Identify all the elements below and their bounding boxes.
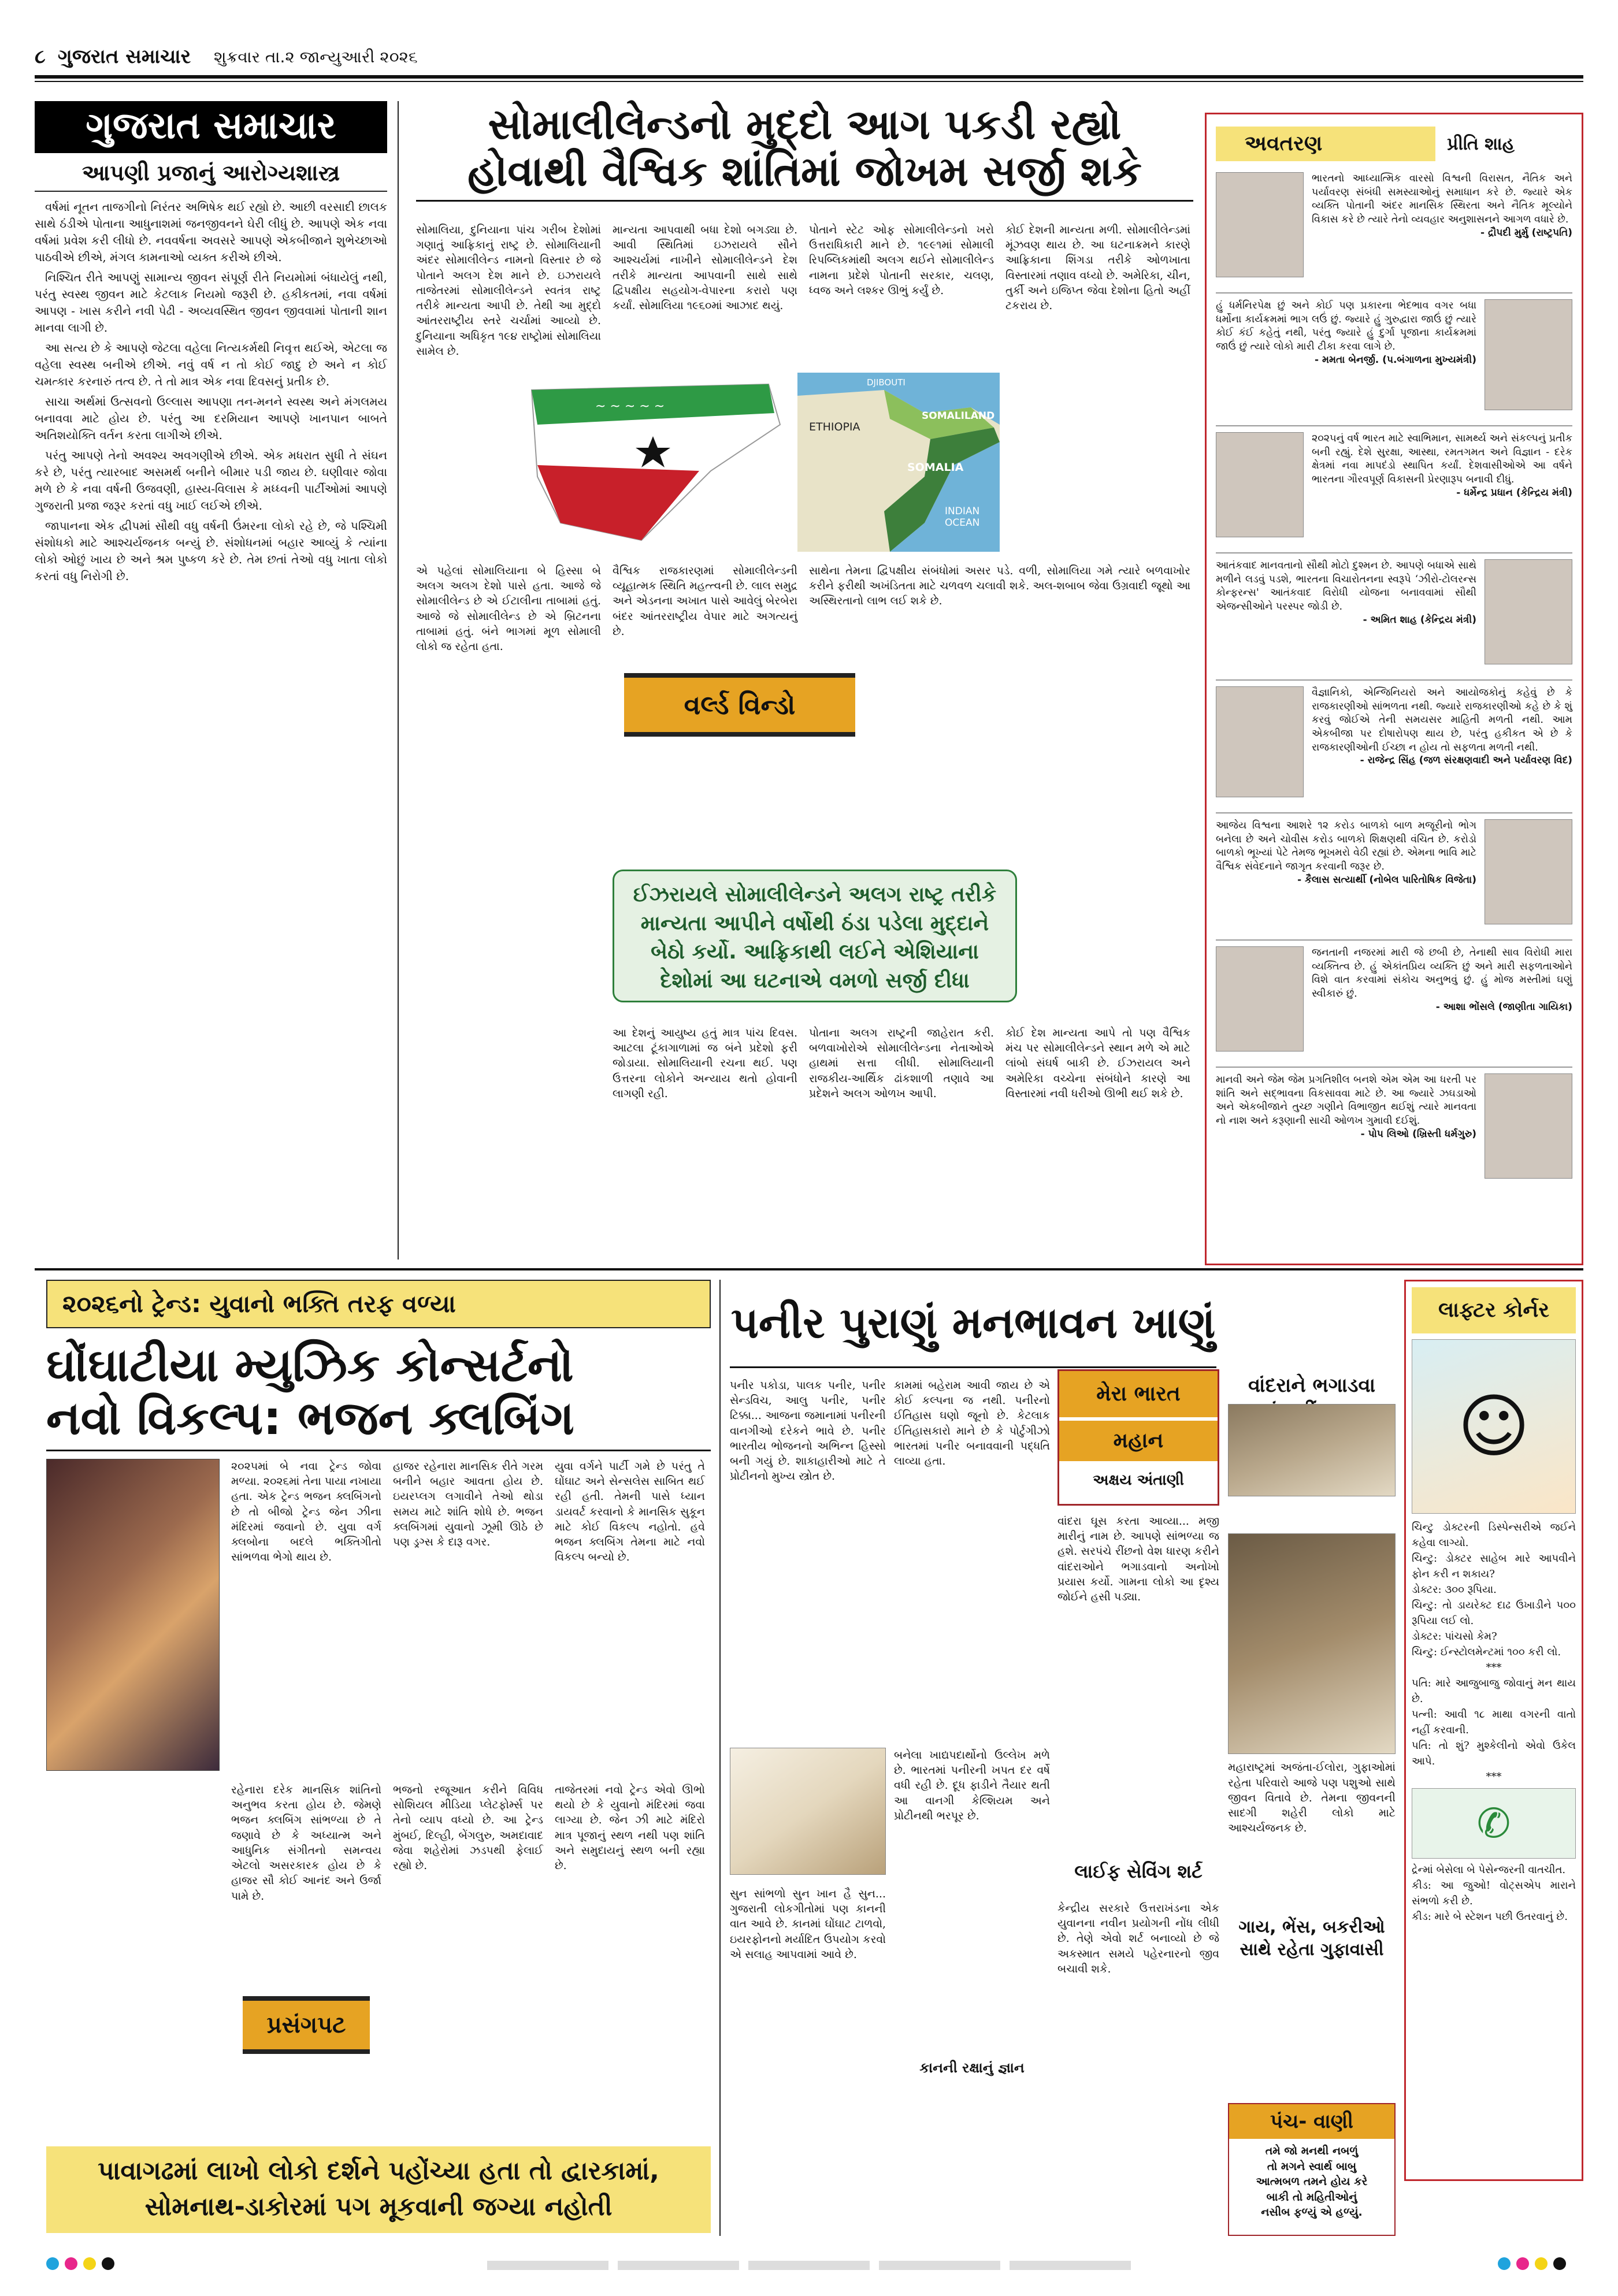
avtaran-author: પ્રીતિ શાહ: [1447, 133, 1515, 154]
quote-text: હું ધર્મનિરપેક્ષ છું અને કોઈ પણ પ્રકારના ભેદભાવ વગર બધા ધર્મોના કાર્યક્રમમાં ભાગ લઉં છું. જ્યારે હું ગુરુદ્વારા જાઉં છું ત્યારે કોઈ કંઈ કહેતું નથી, પરંતુ જ્યારે હું દુર્ગા પૂજાના કાર્યક્રમમાં જાઉં છું ત્યારે લોકો મારી ટીકા કરવા લાગે છે.: [1216, 300, 1476, 352]
print-registration-bar: [46, 2256, 1572, 2273]
editorial-paragraph: નિશ્ચિત રીતે આપણું સામાન્ય જીવન સંપૂર્ણ રીતે નિયમોમાં બંધાયેલું નથી, પરંતુ સ્વસ્થ જીવન માટે કેટલાક નિયમો જરૂરી છે. હકીકતમાં, નવા વર્ષમાં આપણ - ખાસ કરીને નવી પેઢી - અવ્યવસ્થિત જીવન જીવવામાં પોતાની શાન માનવા લાગી છે.: [35, 270, 387, 335]
portrait-photo: [1485, 819, 1572, 924]
panch-vani-verse: [1229, 2139, 1394, 2220]
quote-by: - દ્રૌપદી મુર્મુ (રાષ્ટ્રપતિ): [1480, 226, 1572, 239]
joke-line: ડોક્ટર: પાંચસો કેમ?: [1412, 1630, 1497, 1643]
main-col-1b: [416, 378, 520, 546]
avtaran-title: અવતરણ: [1216, 127, 1435, 161]
map-label-indian: INDIAN: [945, 506, 980, 517]
bhajan-lower-col-1: રહેનારા દરેક માનસિક શાંતિનો અનુભવ કરતા હોય છે. જેમણે ભજન ક્લબિંગ સાંભળ્યા છે તે જણાવે છે કે અધ્યાત્મ અને આધુનિક સંગીતનો સમન્વય એટલો અસરકારક હોય છે કે હાજર સૌ કોઈ આનંદ અને ઉર્જા પામે છે.: [231, 1784, 381, 1903]
magenta-dot: [1516, 2257, 1529, 2270]
brand-name: ગુજરાત સમાચાર: [58, 45, 191, 68]
panch-vani-box: [1228, 2103, 1396, 2236]
paneer-subhead: કાનની રક્ષાનું જ્ઞાન: [919, 2060, 1025, 2076]
main-col-1: સોમાલિયા, દુનિયાના પાંચ ગરીબ દેશોમાં ગણાતું આફ્રિકાનું રાષ્ટ્ર છે. સોમાલિયાની અંદર સોમાલીલેન્ડ નામનો વિસ્તાર છે જે પોતાને અલગ દેશ માને છે. ઇઝરાયલે તાજેતરમાં સોમાલીલેન્ડને સ્વતંત્ર રાષ્ટ્ર તરીકે માન્યતા આપી છે. તેથી આ મુદ્દો આંતરરાષ્ટ્રીય સ્તરે ચર્ચામાં આવ્યો છે. દુનિયાના અધિકૃત ૧૯૪ રાષ્ટ્રોમાં સોમાલિયા સામેલ છે.: [416, 224, 601, 358]
editorial-masthead: ગુજરાત સમાચાર: [35, 101, 387, 153]
mera-bharat-line2: મહાન: [1059, 1421, 1218, 1461]
quote-by: - આશા ભોંસલે (જાણીતા ગાયિકા): [1435, 1001, 1572, 1013]
portrait-photo: [1485, 1073, 1572, 1179]
quote-text: આતંકવાદ માનવતાનો સૌથી મોટો દુશ્મન છે. આપણે બધાએ સાથે મળીને લડવું પડશે, ભારતના વિચારોતનના સ્વરૂપે ‘ઝીરો-ટોલરન્સ કોન્ફરન્સ' આતંકવાદ વિરોધી યોજના બનાવવામાં સૌથી એજન્સીઓને પરસ્પર જોડી છે.: [1216, 560, 1476, 612]
bhajan-bottom-headline-line2: સોમનાથ-ડાકોરમાં પગ મૂકવાની જગ્યા નહોતી: [144, 2191, 613, 2221]
paneer-lower-col: સુન સાંભળો સુન ખાન હૈ સુન... ગુજરાતી લોકગીતોમાં પણ કાનની વાત આવે છે. કાનમાં ઘોંઘાટ ટાળવો, ઇયરફોનનો મર્યાદિત ઉપયોગ કરવો એ સલાહ આપવામાં આવે છે.: [730, 1888, 886, 1961]
bhajan-lower-col-3: તાજેતરમાં નવો ટ્રેન્ડ એવો ઊભો થયો છે કે યુવાનો મંદિરમાં જવા લાગ્યા છે. જેન ઝી માટે મંદિરો માત્ર પૂજાનું સ્થળ નથી પણ શાંતિ અને સમુદાયનું સ્થળ બની રહ્યા છે.: [555, 1784, 705, 1873]
prasangpat-badge: પ્રસંગપટ: [243, 1996, 370, 2054]
verse-line: આત્મબળ તમને હોય કરે: [1256, 2175, 1368, 2189]
joke-line: ચિન્ટુ: ઈન્સ્ટોલમેન્ટમાં ૧૦૦ કરી લો.: [1412, 1646, 1561, 1658]
portrait-photo: [1216, 172, 1304, 277]
quote-by: - અમિત શાહ (કેન્દ્રિય મંત્રી): [1363, 614, 1476, 626]
quote-by: - ધર્મેન્દ્ર પ્રધાન (કેન્દ્રિય મંત્રી): [1456, 486, 1572, 499]
bhajan-headline-line2: નવો વિકલ્પ: ભજન ક્લબિંગ: [46, 1392, 711, 1451]
paneer-col-1: પનીર પકોડા, પાલક પનીર, પનીર સેન્ડવિચ, આલુ પનીર, પનીર ટિક્કા... આજના જમાનામાં પનીરની વાનગીઓ દરેકને ભાવે છે. પનીર ભારતીય ભોજનનો અભિન્ન હિસ્સો બની ગયું છે. શાકાહારીઓ માટે તે પ્રોટીનનો મુખ્ય સ્ત્રોત છે.: [730, 1379, 886, 1483]
main-bottom-col-2: પોતાના અલગ રાષ્ટ્રની જાહેરાત કરી. બળવાખોરોએ સોમાલીલેન્ડના નેતાઓએ હાથમાં સત્તા લીધી. સોમાલિયાની રાજકીય-આર્થિક ઢાંકશાળી તણાવે આ પ્રદેશને અલગ ઓળખ આપી.: [809, 1027, 994, 1100]
main-col-4: કોઈ દેશની માન્યતા મળી. સોમાલીલેન્ડમાં મૂંઝવણ થાય છે. આ ઘટનાક્રમને કારણે આફ્રિકાના શિંગડા તરીકે ઓળખાતા વિસ્તારમાં તણાવ વધ્યો છે. અમેરિકા, ચીન, તુર્કી અને ઇજિપ્ત જેવા દેશોના હિતો અહીં ટકરાય છે.: [1005, 224, 1190, 313]
bhajan-col-3: યુવા વર્ગને પાર્ટી ગમે છે પરંતુ તે ઘોંઘાટ અને સેન્સલેસ સાબિત થઈ રહી હતી. તેમની પાસે ધ્યાન ડાયવર્ટ કરવાનો કે માનસિક સુકૂન માટે કોઈ વિકલ્પ નહોતો. હવે ભજન ક્લબિંગ તેમના માટે નવો વિકલ્પ બન્યો છે.: [555, 1460, 705, 1564]
main-lower-col-3: સાથેના તેમના દ્વિપક્ષીય સંબંધોમાં અસર પડે. વળી, સોમાલિયા ગમે ત્યારે બળવાખોર કરીને ફરીથી અખંડિતતા માટે ચળવળ ચલાવી શકે. અલ-શબાબ જેવા ઉગ્રવાદી જૂથો આ અસ્થિરતાનો લાભ લઈ શકે છે.: [809, 564, 1190, 608]
paneer-photo: [730, 1748, 886, 1875]
black-dot: [102, 2257, 114, 2270]
editorial-paragraph: વર્ષમાં નૂતન તાજગીનો નિરંતર અભિષેક થઈ રહ્યો છે. આછી વરસાદી છાલક સાથે ઠંડીએ પોતાના આધુનાશમાં જનજીવનને ઘેરી લીધું છે. આપણે એક નવા વર્ષમાં પ્રવેશ કરી લીધો છે. નવવર્ષના અવસરે આપણે એકબીજાને શુભેચ્છાઓ પાઠવીએ છીએ, મંગલ કામનાઓ વ્યક્ત કરીએ છીએ.: [35, 200, 387, 264]
bhajan-headline-line1: ઘોંઘાટીયા મ્યુઝિક કોન્સર્ટનો: [46, 1338, 574, 1392]
portrait-photo: [1485, 299, 1572, 410]
map-label-somaliland: SOMALILAND: [922, 410, 995, 422]
cyan-dot: [46, 2257, 59, 2270]
yellow-dot: [83, 2257, 96, 2270]
mera-bharat-story1-lead: વાંદરા ઘૂસ કરતા આવ્યા... મજી મારીનું નામ છે. આપણે સાંભળ્યા જ હશે. સરપંચે રીંછનો વેશ ધારણ કરીને વાંદરાઓને ભગાડવાનો અનોખો પ્રયાસ કર્યો. ગામના લોકો આ દૃશ્ય જોઈને હસી પડ્યા.: [1057, 1515, 1219, 1604]
joke-separator: ***: [1486, 1771, 1502, 1783]
bear-sarpanch-photo: [1228, 1533, 1396, 1754]
quote-text: ભારતનો આધ્યાત્મિક વારસો વિશ્વની વિરાસત, નૈતિક અને પર્યાવરણ સંબંધી સમસ્યાઓનું સમાધાન કરે છે. જ્યારે એક વ્યક્તિ પોતાની અંદર માનસિક સ્થિરતા અને નૈતિક મૂલ્યોને વિકાસ કરે છે ત્યારે તેનો વ્યવહાર અનુશાસનને આગળ વધારે છે.: [1312, 173, 1572, 225]
map-label-djibouti: DJIBOUTI: [867, 377, 906, 388]
map-label-somalia: SOMALIA: [907, 461, 964, 474]
portrait-photo: [1216, 432, 1304, 537]
editorial-body: [35, 199, 387, 585]
bhajan-bottom-banner: [46, 2146, 711, 2233]
joke-line: કીડ: આ જુઓ! વોટ્સએપ મારાને સંભળો કરી છે.: [1412, 1879, 1576, 1907]
laughter-jokes: [1412, 1519, 1576, 1925]
joke-line: પતિ: તો શું? મુશ્કેલીનો એવો ઉકેલ આપે.: [1412, 1740, 1576, 1767]
panch-vani-title: પંચ- વાણી: [1229, 2104, 1394, 2139]
main-headline-line2: હોવાથી વૈશ્વિક શાંતિમાં જોખમ સર્જી શકે: [416, 148, 1193, 202]
quote-item: [1216, 432, 1572, 553]
quote-item: [1216, 559, 1572, 681]
quote-item: [1216, 686, 1572, 813]
story1-title-line1: વાંદરાને ભગાડવા: [1248, 1374, 1376, 1397]
joke-line: કીડ: મારે બે સ્ટેશન પછી ઉતરવાનું છે.: [1412, 1911, 1568, 1923]
editorial-column: [35, 101, 399, 1260]
laughter-box: [1404, 1280, 1583, 2181]
bhajan-kicker: ૨૦૨૬નો ટ્રેન્ડ: યુવાનો ભક્તિ તરફ વળ્યા: [46, 1280, 711, 1328]
editorial-title: આપણી પ્રજાનું આરોગ્યશાસ્ત્ર: [35, 160, 387, 192]
header-rule-thin: [35, 81, 1583, 82]
quote-by: - મમતા બેનર્જી. (પ.બંગાળના મુખ્યમંત્રી): [1314, 354, 1476, 366]
bhajan-story: [46, 1280, 711, 2236]
joke-line: ચિન્ટુ: ડોક્ટર સાહેબ મારે આપવીને ફોન કરી ન શકાય?: [1412, 1552, 1576, 1580]
somaliland-flag-map: [526, 373, 786, 552]
bhajan-bottom-headline-line1: પાવાગઢમાં લાખો લોકો દર્શને પહોંચ્યા હતા તો દ્વારકામાં,: [98, 2156, 659, 2186]
joke-line: ચિન્ટુ ડોક્ટરની ડિસ્પેન્સરીએ જઈને કહેવા લાગ્યો.: [1412, 1521, 1576, 1549]
registration-greybars: [483, 2260, 1135, 2271]
quote-by: - રાજેન્દ્ર સિંહ (જળ સંરક્ષણવાદી અને પર્યાવરણ વિદ): [1360, 755, 1572, 767]
quote-item: [1216, 172, 1572, 293]
bhajan-col-1: ૨૦૨૫માં બે નવા ટ્રેન્ડ જોવા મળ્યા. ૨૦૨૬માં તેના પાયા નખાયા હતા. એક ટ્રેન્ડ ભજન ક્લબિંગનો છે તો બીજો ટ્રેન્ડ જેન ઝીના મંદિરમાં જવાનો છે. યુવા વર્ગ ક્લબોના બદલે ભક્તિગીતો સાંભળવા ભેગો થાય છે.: [231, 1460, 381, 1564]
world-window-badge: વર્લ્ડ વિન્ડો: [624, 673, 855, 737]
avtaran-box: [1205, 113, 1583, 1265]
quote-item: [1216, 299, 1572, 426]
map-label-ocean: OCEAN: [945, 517, 980, 529]
quote-text: જનતાની નજરમાં મારી જે છબી છે, તેનાથી સાવ વિરોધી મારા વ્યક્તિત્વ છે. હું એકાંતપ્રિય વ્યક્તિ છું અને મારી સફળતાઓને વિશે વાત કરવામાં સંકોચ અનુભવું છું. હું મોજ મસ્તીમાં ઘણું સ્વીકારું છું.: [1312, 947, 1572, 1000]
quote-item: [1216, 1073, 1572, 1189]
verse-line: નસીબ ફળ્યું એ હળ્યું.: [1261, 2206, 1363, 2219]
life-saving-shirt-text: કેન્દ્રીય સરકારે ઉત્તરાખંડના એક યુવાનના નવીન પ્રયોગની નોંધ લીધી છે. તેણે એવો શર્ટ બનાવ્યો છે જે અકસ્માત સમયે પહેરનારનો જીવ બચાવી શકે.: [1057, 1902, 1219, 1975]
mera-bharat-line1: મેરા ભારત: [1059, 1371, 1218, 1417]
mera-bharat-badge: [1057, 1369, 1219, 1506]
joke-line: દ્રેન્માં બેસેલા બે પેસેન્જરની વાતચીત.: [1412, 1864, 1566, 1876]
joke-line: પતિ: મારે આજુબાજુ જોવાનું મન થાય છે.: [1412, 1677, 1576, 1705]
verse-line: તમે જો મનથી નબળું: [1265, 2145, 1359, 2157]
main-bottom-col-3: કોઈ દેશ માન્યતા આપે તો પણ વૈશ્વિક મંચ પર સોમાલીલેન્ડને સ્થાન મળે એ માટે લાંબો સંઘર્ષ બાકી છે. ઈઝરાયલ અને અમેરિકા વચ્ચેના સંબંધોને કારણે આ વિસ્તારમાં નવી ધરીઓ ઊભી થઈ શકે છે.: [1005, 1027, 1190, 1100]
doctor-cartoon: ☺: [1412, 1339, 1576, 1514]
bhajan-crowd-photo: [46, 1459, 220, 1771]
editorial-paragraph: પરંતુ આપણે તેનો અવશ્ય અવગણીએ છીએ. એક મધરાત સુધી તે સંઘન કરે છે, પરંતુ ત્યારબાદ અસમર્થ બનીને બીમાર પડી જાય છે. ઘણીવાર જોવા મળે છે કે નવા વર્ષની ઉજવણી, હાસ્ય-વિલાસ કે મધ્ધ્વની પાર્ટીઓમાં આપણે ગુજરાતી પ્રજા જરૂર કરતાં વધુ ખાઈ લઈએ છીએ.: [35, 448, 387, 512]
paneer-col-3: બનેલા ખાદ્યપદાર્થોનો ઉલ્લેખ મળે છે. ભારતમાં પનીરની ખપત દર વર્ષે વધી રહી છે. દૂધ ફાડીને તૈયાર થતી આ વાનગી કેલ્શિયમ અને પ્રોટીનથી ભરપૂર છે.: [894, 1749, 1050, 1822]
joke-separator: ***: [1486, 1662, 1502, 1674]
main-col-3: પોતાને સ્ટેટ ઓફ સોમાલીલેન્ડનો ખરો ઉત્તરાધિકારી માને છે. ૧૯૯૧માં સોમાલી રિપબ્લિકમાંથી અલગ થઈને સોમાલીલેન્ડ નામના પ્રદેશે પોતાની સરકાર, ચલણ, ધ્વજ અને લશ્કર ઊભું કર્યું છે.: [809, 224, 994, 297]
quote-by: - કૈલાસ સત્યાર્થી (નોબેલ પારિતોષિક વિજેતા): [1297, 874, 1476, 886]
editorial-paragraph: સાચા અર્થમાં ઉત્સવનો ઉલ્લાસ આપણા તન-મનને સ્વસ્થ અને મંગલમય બનાવવા માટે હોય છે. પરંતુ આ દરમિયાન આપણે ખાનપાન બાબતે અતિશયોક્તિ વર્તન કરતા લાગીએ છીએ.: [35, 395, 387, 442]
paneer-headline: પનીર પુરાણું મનભાવન ખાણું: [730, 1280, 1216, 1368]
main-lower-col-1: એ પહેલાં સોમાલિયાના બે હિસ્સા બે અલગ અલગ દેશો પાસે હતા. આજે જે સોમાલીલેન્ડ છે એ ઈટાલીના તાબામાં હતું. આજે જે સોમાલીલેન્ડ છે એ બ્રિટનના તાબામાં હતું. બંને ભાગમાં મૂળ સોમાલી લોકો જ રહેતા હતા.: [416, 564, 601, 653]
bhajan-lower-col-2: ભજનો રજૂઆત કરીને વિવિધ સોશિયલ મીડિયા પ્લેટફોર્મ્સ પર તેનો વ્યાપ વધ્યો છે. આ ટ્રેન્ડ મુંબઈ, દિલ્હી, બેંગલુરુ, અમદાવાદ જેવા શહેરોમાં ઝડપથી ફેલાઈ રહ્યો છે.: [393, 1784, 543, 1873]
bhajan-lower-col-0: [46, 1782, 220, 2141]
page-number: ૮: [35, 45, 46, 68]
joke-line: ચિન્ટુ: તો ડાયરેક્ટ દાઢ ઉખાડીને પ૦૦ રૂપિયા લઈ લો.: [1412, 1599, 1576, 1627]
header-rule: [35, 75, 1583, 79]
main-story: [416, 101, 1193, 1260]
quote-item: [1216, 819, 1572, 941]
quote-item: [1216, 946, 1572, 1068]
portrait-photo: [1216, 946, 1304, 1052]
magenta-dot: [65, 2257, 77, 2270]
verse-line: બાકી તો મહિતીઓનું: [1266, 2190, 1357, 2204]
mera-bharat-author: અક્ષય અંતાણી: [1093, 1472, 1184, 1489]
pullquote: ઈઝરાયલે સોમાલીલેન્ડને અલગ રાષ્ટ્ર તરીકે માન્યતા આપીને વર્ષોથી ઠંડા પડેલા મુદ્દાને બેઠો કર્યો. આફ્રિકાથી લઈને એશિયાના દેશોમાં આ ઘટનાએ વમળો સર્જી દીધા: [613, 870, 1017, 1002]
registration-dots: [46, 2257, 120, 2272]
horn-of-africa-map: [797, 373, 1000, 552]
avtaran-header: [1216, 124, 1572, 164]
whatsapp-cartoon: ✆: [1412, 1788, 1576, 1859]
main-bottom-col-1: આ દેશનું આયુષ્ય હતું માત્ર પાંચ દિવસ. આટલા ટૂંકાગાળામાં જ બંને પ્રદેશો ફરી જોડાયા. સોમાલિયાની રચના થઈ. પણ ઉત્તરના લોકોને અન્યાય થતો હોવાની લાગણી રહી.: [613, 1027, 797, 1100]
story3-title-line1: ગાય, ભેંસ, બકરીઓ: [1238, 1917, 1385, 1938]
main-headline-line1: સોમાલીલેન્ડનો મુદ્દો આગ પકડી રહ્યો: [488, 100, 1122, 148]
quote-by: - પોપ લિઓ (ખ્રિસ્તી ધર્મગુરુ): [1360, 1128, 1476, 1140]
portrait-photo: [1216, 686, 1304, 797]
portrait-photo: [1485, 559, 1572, 664]
bhajan-col-2: હાજર રહેનારા માનસિક રીતે ગરમ બનીને બહાર આવતા હોય છે. ઇયરપ્લગ લગાવીને તેઓ થોડા સમય માટે શાંતિ શોધે છે. ભજન ક્લબિંગમાં યુવાનો ઝૂમી ઊઠે છે પણ ડ્રગ્સ કે દારૂ વગર.: [393, 1460, 543, 1549]
paneer-col-2: કામમાં બહેરામ આવી જાય છે એ કોઈ કલ્પના જ નથી. પનીરનો ઈતિહાસ ઘણો જૂનો છે. કેટલાક ઈતિહાસકારો માને છે કે પોર્ટુગીઝો ભારતમાં પનીર બનાવવાની પદ્ધતિ લાવ્યા હતા.: [894, 1379, 1050, 1468]
joke-line: ડોક્ટર: ૩૦૦ રૂપિયા.: [1412, 1584, 1497, 1596]
cyan-dot: [1498, 2257, 1511, 2270]
black-dot: [1553, 2257, 1566, 2270]
main-col-2: માન્યતા આપવાથી બધા દેશો બગડ્યા છે. આવી સ્થિતિમાં ઇઝરાયલે સૌને આશ્ચર્યમાં નાખીને સોમાલીલેન્ડને દેશ તરીકે માન્યતા આપવાની સાથે સાથે દ્વિપક્ષીય સહયોગ-વેપારના કરારો પણ કર્યાં. સોમાલિયા ૧૯૬૦માં આઝાદ થયું.: [613, 224, 797, 313]
editorial-paragraph: આ સત્ય છે કે આપણે જેટલા વહેલા નિત્યકર્મથી નિવૃત્ત થઈએ, એટલા જ વહેલા સ્વસ્થ બનીએ છીએ. નવું વર્ષ ન તો કોઈ જાદુ છે અને ન કોઈ ચમત્કાર કરનારું તત્વ છે. તે તો માત્ર એક નવા દિવસનું પ્રતીક છે.: [35, 341, 387, 388]
laughter-title: લાફ્ટર કોર્નર: [1412, 1287, 1576, 1333]
map-label-ethiopia: ETHIOPIA: [809, 421, 860, 433]
cave-dwellers-photo: [1228, 1404, 1396, 1496]
life-saving-shirt-title: લાઈફ સેવિંગ શર્ટ: [1074, 1860, 1203, 1882]
yellow-dot: [1535, 2257, 1548, 2270]
section-rule: [35, 1268, 1583, 1270]
verse-line: તો મગને સ્વાર્થ બાબુ: [1267, 2160, 1357, 2173]
quote-text: આજેય વિશ્વના આશરે ૧૨ કરોડ બાળકો બાળ મજૂરીનો ભોગ બનેલા છે અને ચોવીસ કરોડ બાળકો શિક્ષણથી વંચિત છે. કરોડો બાળકો ભૂખ્યાં પેટે તેમજ ભૂખમરો વેઠી રહ્યાં છે. એમના ભાવિ માટે વૈશ્વિક સંવેદનાને જાગૃત કરવાની જરૂર છે.: [1216, 820, 1476, 872]
main-lower-col-2: વૈશ્વિક રાજકારણમાં સોમાલીલેન્ડની વ્યૂહાત્મક સ્થિતિ મહત્ત્વની છે. લાલ સમુદ્ર અને એડનના અખાત પાસે આવેલું બેરબેરા બંદર આંતરરાષ્ટ્રીય વેપાર માટે અગત્યનું છે.: [613, 564, 797, 638]
quote-text: માનવી અને જેમ જેમ પ્રગતિશીલ બનશે એમ એમ આ ધરતી પર શાંતિ અને સદ્ભાવના વિકસાવવા માટે છે. આ જ્યારે ઝઘડાઓ અને એકબીજાને તુચ્છ ગણીને વિભાજીત થઈશું ત્યારે માનવતા નો નાશ અને કરૂણાની સાચી ઓળખ ગુમાવી દઈશું.: [1216, 1074, 1476, 1127]
registration-dots-right: [1498, 2257, 1572, 2272]
svg-text:~ ~ ~ ~ ~: ~ ~ ~ ~ ~: [595, 399, 665, 414]
editorial-paragraph: જાપાનના એક દ્વીપમાં સૌથી વધુ વર્ષની ઉંમરના લોકો રહે છે, જે પશ્ચિમી સંશોધકો માટે આશ્ચર્યજનક બન્યું છે. સંશોધનમાં બહાર આવ્યું કે ત્યાંના લોકો ઓછું ખાય છે અને શ્રમ પુષ્કળ કરે છે. તેમ છતાં તેઓ વધુ ખાતા લોકો કરતાં વધુ નિરોગી છે.: [35, 519, 387, 583]
quote-text: ૨૦૨૫નું વર્ષ ભારત માટે સ્વાભિમાન, સામર્થ્ય અને સંકલ્પનું પ્રતીક બની રહ્યું. દેશે સુરક્ષા, આસ્થા, રમતગમત અને વિજ્ઞાન - દરેક ક્ષેત્રમાં નવા માપદંડો સ્થાપિત કર્યાં. દેશવાસીઓએ આ વર્ષને ભારતના ગૌરવપૂર્ણ વિકાસની પ્રેરણારૂપ બનાવી દીધું.: [1312, 433, 1572, 485]
story3-text: મહારાષ્ટ્રમાં અજંતા-ઈલોરા, ગુફાઓમાં રહેતા પરિવારો આજે પણ પશુઓ સાથે જીવન વિતાવે છે. તેમના જીવનની સાદગી શહેરી લોકો માટે આશ્ચર્યજનક છે.: [1228, 1761, 1396, 1835]
quote-text: વૈજ્ઞાનિકો, એન્જિનિયરો અને આયોજકોનું કહેવું છે કે રાજકારણીઓ સાંભળતા નથી. જ્યારે રાજકારણીઓ કહે છે કે શું કરવું જોઈએ તેની સમયસર માહિતી મળતી નથી. આમ એકબીજા પર દોષારોપણ થાય છે, પરંતુ હકીકત એ છે કે રાજકારણીઓની ઈચ્છા ન હોય તો સફળતા મળતી નથી.: [1312, 687, 1572, 753]
story3-title-line2: સાથે રહેતા ગુફાવાસી: [1240, 1940, 1384, 1960]
header-date: શુક્રવાર તા.૨ જાન્યુઆરી ૨૦૨૬: [214, 47, 418, 66]
joke-line: પત્ની: આવી ૧૮ માથા વગરની વાતો નહીં કરવાની.: [1412, 1708, 1576, 1736]
